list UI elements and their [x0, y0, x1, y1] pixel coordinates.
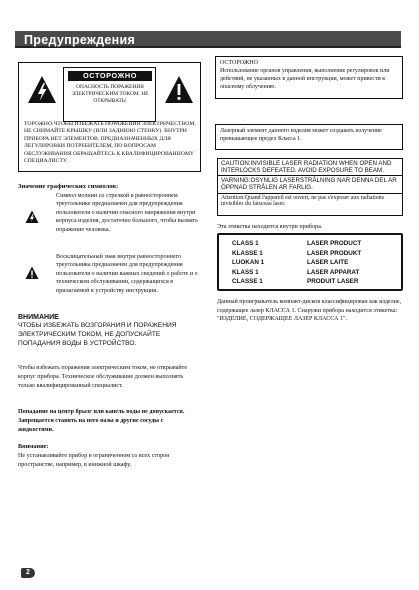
page-title: Предупреждения: [24, 33, 136, 47]
controls-warning-title: ОСТОРОЖНО: [220, 60, 258, 66]
symbols-heading: Значение графических символов:: [18, 183, 119, 190]
cd-player-class-text: Данный проигрыватель компакт-дисков классифицирован как изделие, содержащее лазер КЛАССА 1. Снаружи прибора находится этикетка: "ИЗДЕЛИЕ, СОДЕРЖАЩЕЕ ЛАЗЕР КЛАССА 1".: [217, 299, 402, 323]
laser-class-note-text: Лазерный элемент данного изделия может создавать излучение превышающее предел Класса 1.: [220, 128, 382, 142]
lightning-triangle-icon: [27, 75, 57, 105]
attention-caps-text: ЧТОБЫ ИЗБЕЖАТЬ ВОЗГОРАНИЯ И ПОРАЖЕНИЯ ЭЛЕКТРИЧЕСКИМ ТОКОМ, НЕ ДОПУСКАЙТЕ ПОПАДАНИЯ ВОДЫ В УСТРОЙСТВО.: [18, 322, 177, 347]
caution-swedish: VARNING:OSYNLIG LASERSTRÅLNING NAR DENNA DEL AR ÖPPNAD STRÅLEN AR FARLIG.: [218, 176, 402, 193]
laser-class-note-box: [215, 124, 403, 150]
page-number: 2: [21, 568, 35, 578]
page-header: [15, 31, 401, 48]
caution-title: ОСТОРОЖНО: [68, 71, 152, 81]
attention-body-text: Чтобы избежать поражения электрическим током, не открывайте корпус прибора. Техническое обслуживание должен выполнять только квалифицированный специалист.: [18, 365, 188, 389]
placement-heading: Внимание:: [18, 443, 49, 450]
caution-box: [18, 62, 201, 172]
exclamation-triangle-icon: [25, 266, 39, 280]
caution-label: [63, 67, 156, 122]
caution-english: CAUTION:INVISIBLE LASER RADIATION WHEN OPEN AND INTERLOCKS DEFEATED. AVOID EXPOSURE TO BEAM.: [218, 159, 402, 176]
symbol-exclamation-text: Восклицательный знак внутри равностороннего треугольника предназначен для предупреждения пользователя о наличии важных сведений о работе и о техническом обслуживании, содержащихся в прилагаемой к устройству инструкции.: [56, 254, 198, 294]
attention-heading: ВНИМАНИЕ: [18, 314, 59, 321]
laser-caution-label: [217, 158, 403, 216]
exclamation-triangle-icon: [164, 75, 194, 105]
placement-text: Не устанавливайте прибор в ограниченном со всех сторон пространстве, например, в книжной шкафу.: [18, 453, 170, 468]
caution-mid-text: ОПАСНОСТЬ ПОРАЖЕНИЯ ЭЛЕКТРИЧЕСКИМ ТОКОМ. НЕ ОТКРЫВАТЬ!: [71, 84, 149, 104]
caution-body-text: ТОРОЖНО:ЧТОБЫ ИЗБЕЖАТЬ ПОРАЖЕНИЯ ЭЛЕКТРИЧЕСТВОМ, НЕ СНИМАЙТЕ КРЫШКУ (ИЛИ ЗАДНЮЮ СТЕНКУ). ВНУТРИ ПРИБОРА НЕТ ЭЛЕМЕНТОВ, ПРЕДНАЗНАЧЕННЫХ ДЛЯ ЛЕГУЛИРОВКИ ПОТРЕБИТЕЛЕМ, ПО ВОПРОСАМ ОБСЛУЖИВАНИЯ ОБРАЩАЙТЕСЬ К КВАЛИФИЦИРОВАННОМУ СПЕЦИАЛИСТУ.: [24, 121, 196, 165]
lightning-triangle-icon: [25, 210, 39, 224]
water-warning-text: Попадание на центр брызг или капель воды не допускается. Запрещается ставить на него вазы и другие сосуды с жидкостями.: [18, 409, 185, 433]
class1-laser-label: CLASS 1 LASER PRODUCT KLASSE 1 LASER PRODUKT LUOKAN 1 LASER LAITE KLASS 1 LASER APPARAT CLASSE 1 PRODUIT LASER: [217, 233, 403, 291]
controls-warning-box: [215, 56, 403, 99]
controls-warning-text: Использование органов управления, выполнение регулировок или действий, не указанных в данной инструкции, может привести к опасному облучению.: [220, 67, 390, 90]
label-location-note: Эта этикетка находится внутри прибора.: [217, 224, 323, 230]
symbol-lightning-text: Символ молнии со стрелкой в равностороннем треугольнике предназначен для предупреждения пользователя о наличии опасного напряжения внутри корпуса изделия, достаточно большого, чтобы вызвать поражение человека.: [56, 193, 198, 233]
caution-french: Attention:Quand l'appareil est ouvert, ne pas s'exposer aux radiations invisibles du faisceau laser.: [221, 194, 384, 208]
